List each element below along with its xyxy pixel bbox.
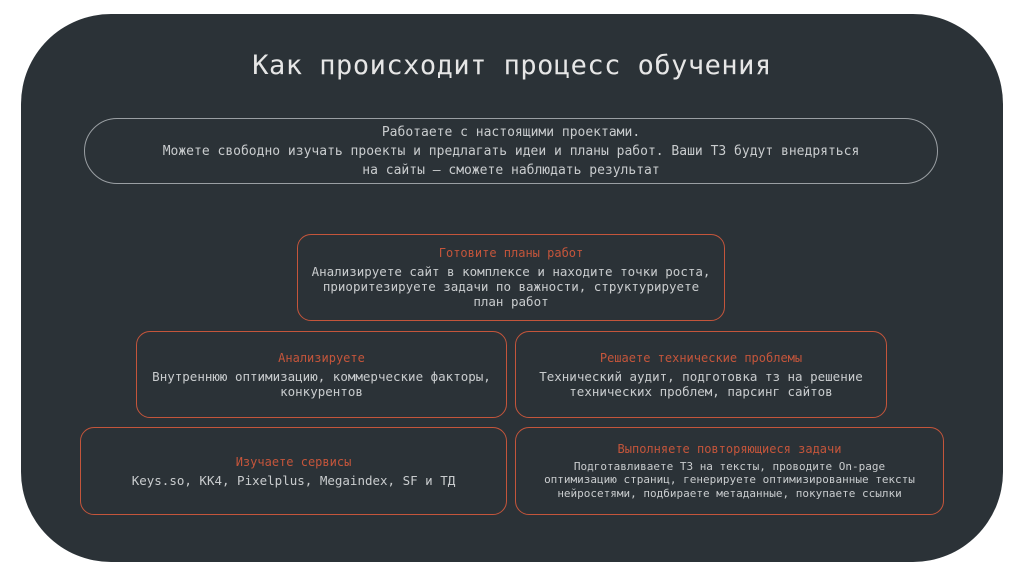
block-text-line: план работ xyxy=(473,294,549,309)
block-text xyxy=(539,369,863,399)
block-text-line: конкурентов xyxy=(280,383,363,399)
block-heading: Анализируете xyxy=(278,350,365,365)
block-services xyxy=(80,427,507,515)
block-text xyxy=(132,473,456,488)
intro-line: Работаете с настоящими проектами. xyxy=(381,124,641,140)
block-heading: Готовите планы работ xyxy=(438,246,584,260)
block-text-line: Подготавливаете ТЗ на тексты, проводите On-page xyxy=(573,459,886,473)
block-text-line: технических проблем, парсинг сайтов xyxy=(569,383,833,399)
block-analyze xyxy=(136,331,507,418)
block-text-line: Keys.so, KK4, Pixelplus, Megaindex, SF и ТД xyxy=(131,472,456,488)
intro-pill xyxy=(84,118,938,184)
block-text xyxy=(312,264,711,309)
block-text-line: Технический аудит, подготовка тз на решение xyxy=(539,368,863,384)
block-text-line: Внутреннюю оптимизацию, коммерческие факторы, xyxy=(152,368,491,384)
block-text-line: Анализируете сайт в комплексе и находите точки роста, xyxy=(311,264,711,279)
block-heading: Изучаете сервисы xyxy=(235,454,352,469)
block-heading: Решаете технические проблемы xyxy=(599,350,803,365)
intro-line: на сайты — сможете наблюдать результат xyxy=(362,162,660,178)
block-repeating-tasks xyxy=(515,427,944,515)
block-tech-problems xyxy=(515,331,887,418)
block-work-plans xyxy=(297,234,725,321)
page-title: Как происходит процесс обучения xyxy=(252,50,772,81)
intro-line: Можете свободно изучать проекты и предлагать идеи и планы работ. Ваши ТЗ будут внедряться xyxy=(162,143,860,159)
block-text xyxy=(152,369,491,399)
block-text-line: нейросетями, подбираете метаданные, покупаете ссылки xyxy=(557,486,902,500)
block-text xyxy=(544,460,915,501)
block-text-line: приоритезируете задачи по важности, структурируете xyxy=(322,279,700,294)
block-heading: Выполняете повторяющиеся задачи xyxy=(617,441,842,456)
block-text-line: оптимизацию страниц, генерируете оптимизированные тексты xyxy=(544,473,915,487)
